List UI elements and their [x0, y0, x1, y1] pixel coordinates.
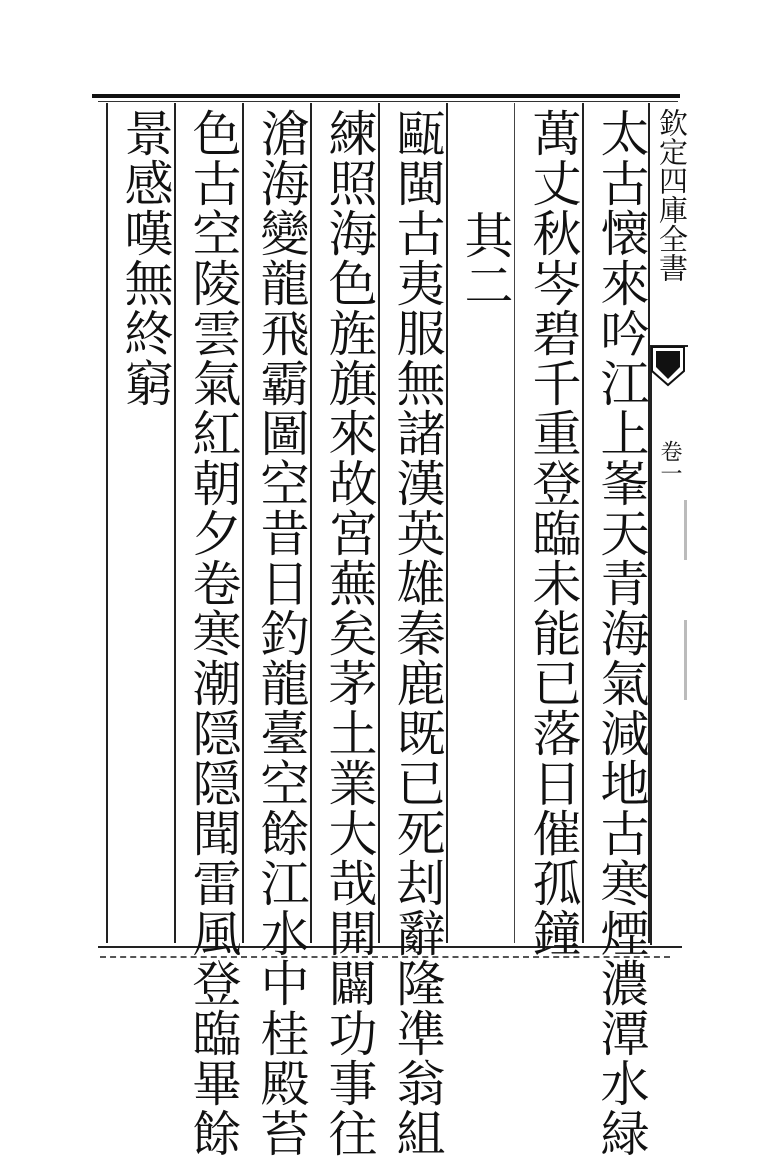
column-rule	[106, 103, 108, 943]
text-column-5: 甌閩古夷服無諸漢英雄秦鹿既已死刦辭隆凖翁組	[389, 108, 446, 1158]
chapter-label: 卷一	[657, 440, 682, 484]
margin-trace	[684, 500, 687, 560]
top-border-inner	[98, 101, 678, 102]
top-border	[92, 94, 680, 98]
book-title: 欽定四庫全書	[655, 108, 689, 282]
text-column-9: 景感嘆無終窮	[117, 108, 174, 408]
poem-heading: 其二	[457, 210, 514, 310]
margin-band-lower	[650, 805, 688, 945]
text-column-2: 萬丈秋岑碧千重登臨未能已落日催孤鐘	[525, 108, 582, 958]
fishtail-mark	[650, 345, 686, 389]
text-column-8: 色古空陵雲氣紅朝夕卷寒潮隠隠聞雷風登臨畢餘	[185, 108, 242, 1158]
text-column-6: 練照海色旌旗來故宮蕪矣茅土業大哉開闢功事往	[321, 108, 378, 1158]
margin-trace	[684, 620, 687, 700]
margin-band	[650, 345, 688, 807]
text-column-7: 滄海變龍飛霸圖空昔日釣龍臺空餘江水中桂殿苔	[253, 108, 310, 1158]
text-column-1: 太古懐來吟江上峯天青海氣減地古寒煙濃潭水緑	[593, 108, 650, 1158]
